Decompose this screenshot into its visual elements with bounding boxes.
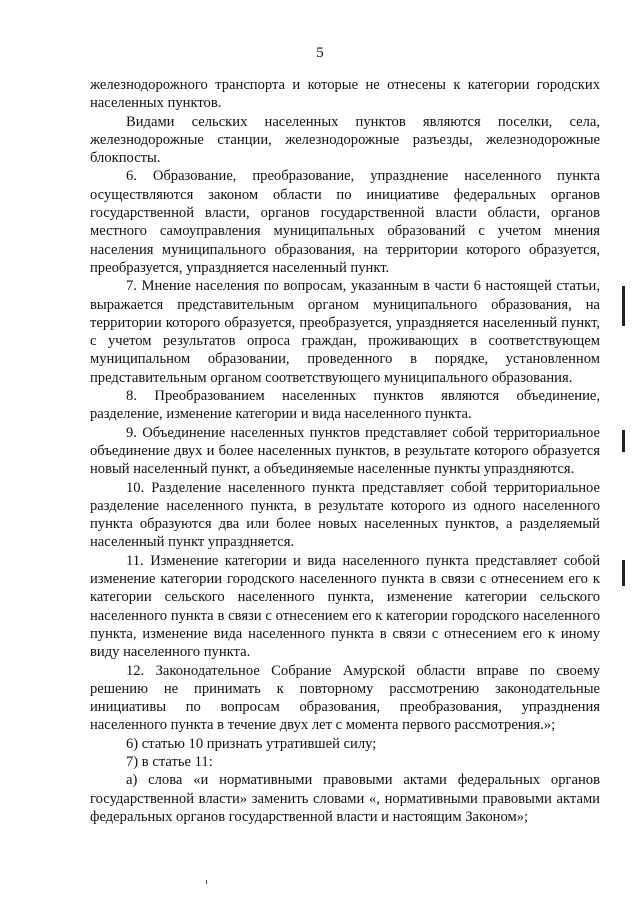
paragraph-item-10: 10. Разделение населенного пункта представляет собой территориальное разделение населенного пункта, в результате которого из одного населенного пункта образуются два или более новых населенных пунктов, а разделяемый населенный пункт упраздняется. xyxy=(90,479,600,551)
paragraph-item-7: 7. Мнение населения по вопросам, указанным в части 6 настоящей статьи, выражается представительным органом муниципального образования, на территории которого образуется, преобразуется, упраздняется населенный пункт, с учетом результатов опроса граждан, проживающих в соответствующем муниципальном образовании, проведенного в порядке, установленном представительным органом соответствующего муниципального образования. xyxy=(90,278,600,386)
scan-artifact-dot xyxy=(206,880,207,884)
paragraph-item-11: 11. Изменение категории и вида населенного пункта представляет собой изменение категории городского населенного пункта в связи с отнесением его к категории сельского населенного пункта, изменение категории сельского населенного пункта в связи с отнесением его к категории городского населенного пункта, изменение вида населенного пункта в связи с отнесением его к иному виду населенного пункта. xyxy=(90,552,600,661)
paragraph-rural-settlement-types: Видами сельских населенных пунктов являются поселки, села, железнодорожные станции, железнодорожные разъезды, железнодорожные блокпосты. xyxy=(90,113,600,167)
paragraph-item-8: 8. Преобразованием населенных пунктов являются объединение, разделение, изменение категории и вида населенного пункта. xyxy=(90,388,600,423)
paragraph-subitem-7: 7) в статье 11: xyxy=(126,753,213,770)
paragraph-subitem-a: а) слова «и нормативными правовыми актами федеральных органов государственной власти» заменить словами «, нормативными правовыми актами федеральных органов государственной власти и настоящим Законом»; xyxy=(90,772,600,825)
paragraph-item-12: 12. Законодательное Собрание Амурской области вправе по своему решению не принимать к повторному рассмотрению законодательные инициативы по вопросам образования, преобразования, упразднения населенного пункта в течение двух лет с момента первого рассмотрения.»; xyxy=(90,662,600,734)
paragraph-item-6: 6. Образование, преобразование, упразднение населенного пункта осуществляются законом области по инициативе федеральных органов государственной власти, органов государственной власти области, органов местного самоуправления муниципальных образований с учетом мнения населения муниципального образования, на территории которого образуется, преобразуется, упраздняется населенный пункт. xyxy=(90,168,600,276)
paragraph-item-9: 9. Объединение населенных пунктов представляет собой территориальное объединение двух и более населенных пунктов, в результате которого образуется новый населенный пункт, а объединяемые населенные пункты упраздняются. xyxy=(90,424,600,478)
scan-edge-mark-top xyxy=(622,286,625,326)
paragraph-subitem-6: 6) статью 10 признать утратившей силу; xyxy=(126,735,377,752)
paragraph-continuation: железнодорожного транспорта и которые не отнесены к категории городских населенных пунктов. xyxy=(90,77,600,112)
scan-edge-mark-bottom xyxy=(622,560,625,586)
document-body xyxy=(90,76,600,826)
scan-edge-mark-middle xyxy=(622,430,625,452)
page-number: 5 xyxy=(316,45,324,61)
